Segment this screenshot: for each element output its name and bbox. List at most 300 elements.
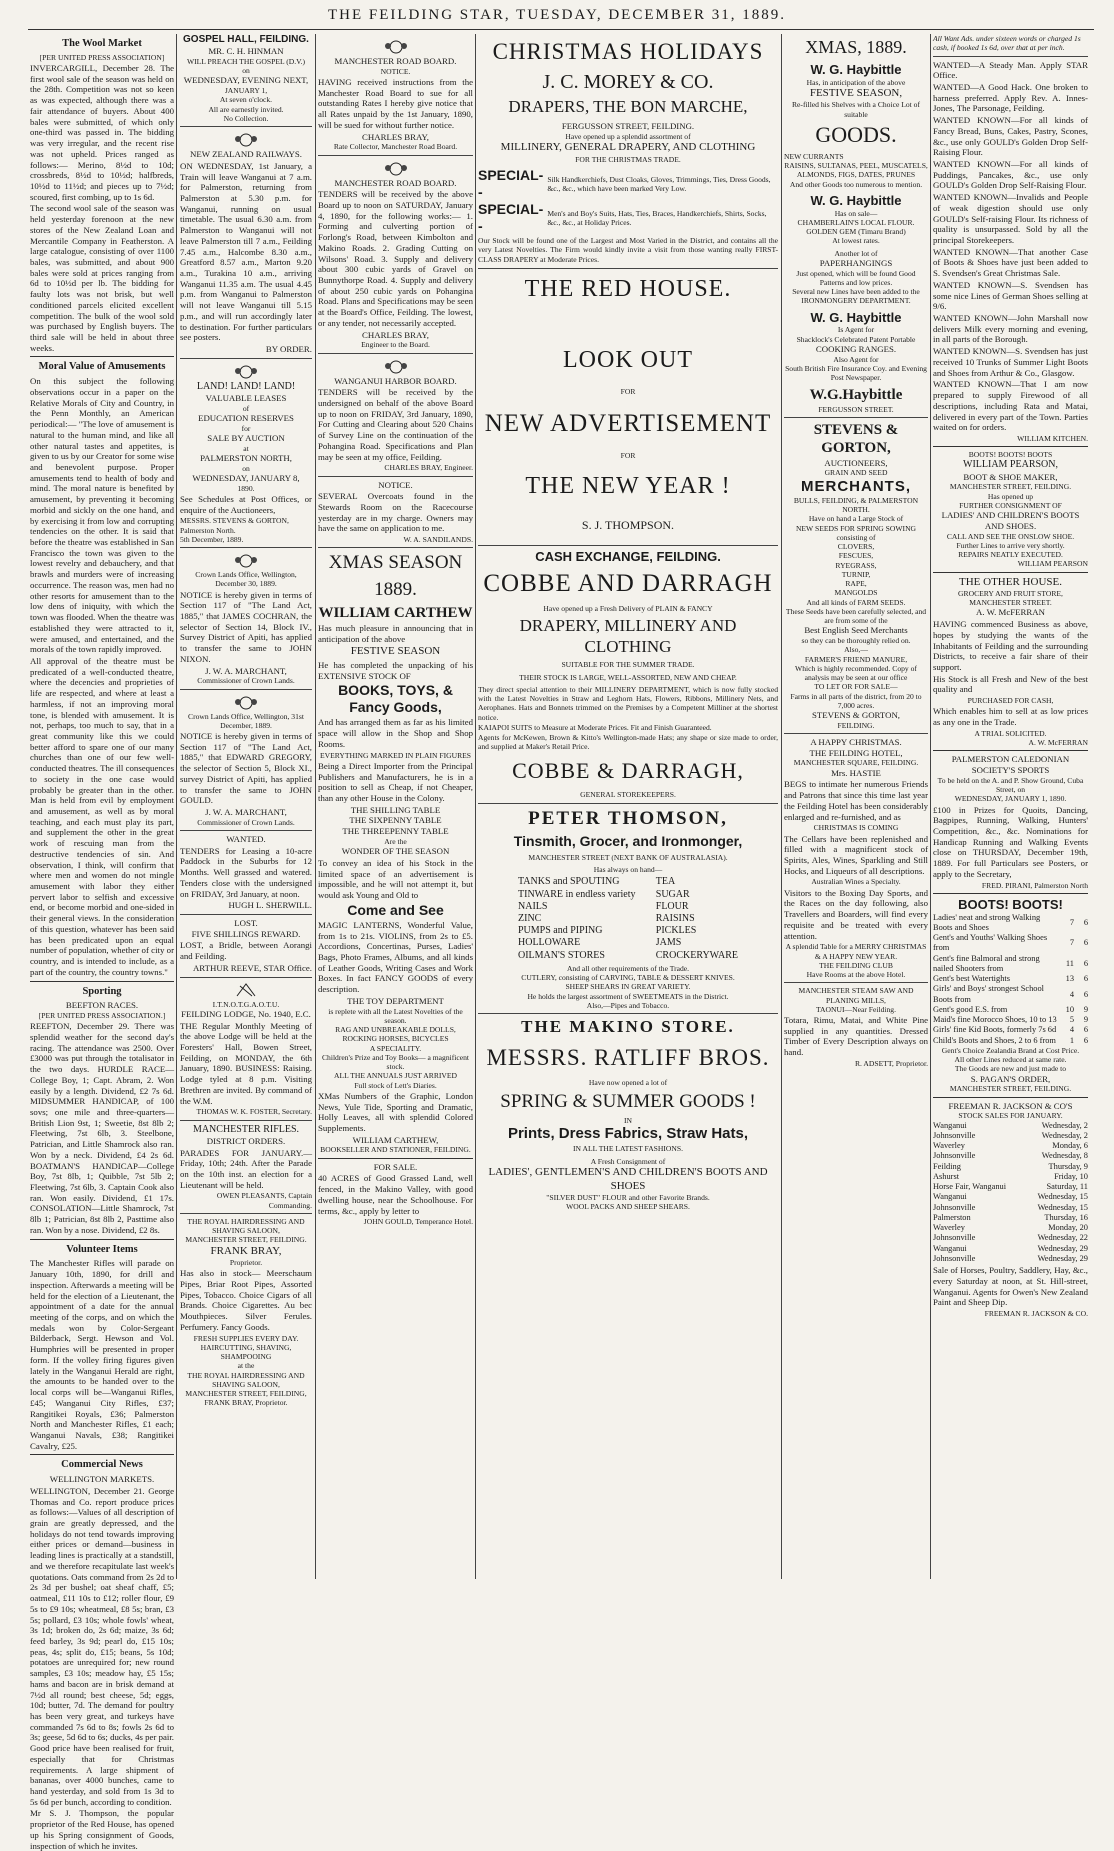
table-cell: Ladies' neat and strong Walking Boots and Shoes xyxy=(933,912,1041,932)
special-row xyxy=(478,167,778,201)
haybittle-line: GOLDEN GEM (Timaru Brand) xyxy=(806,227,906,237)
hair-at: at the xyxy=(237,1361,255,1371)
table-cell: Wednesday, 29 xyxy=(1037,1253,1088,1263)
stevens-line: AUCTIONEERS, xyxy=(824,457,888,468)
seed-list xyxy=(784,542,928,598)
cobbe-heading: COBBE & DARRAGH, xyxy=(512,757,744,783)
stevens-line: so they can be thoroughly relied on. xyxy=(801,636,911,646)
table-line: THE SHILLING TABLE xyxy=(350,804,441,815)
wonder-heading: WONDER OF THE SEASON xyxy=(341,846,450,857)
land-ad xyxy=(180,363,312,548)
for-sale-paragraph: 40 ACRES of Good Grassed Land, well fenced, in the Makino Valley, with good dwelling house, near the Schoolhouse. For terms, &c., apply by letter to xyxy=(318,1173,473,1216)
haybittle-line: Shacklock's Celebrated Patent Portable xyxy=(796,334,916,344)
thomson-line: Also,—Pipes and Tobacco. xyxy=(586,1000,670,1010)
carthew-paragraph: Being a Direct Importer from the Principal Publishers and Manufacturers, he is in a position to sell as Cheap, if not Cheaper, than any other House in the Colony. xyxy=(318,760,473,804)
mcferran-line: GROCERY AND FRUIT STORE, xyxy=(958,588,1063,598)
want-ad: WANTED KNOWN—That another Case of Boots & Shoes have just been added to S. Svendsen's Great Christmas Sale. xyxy=(933,246,1088,279)
table-cell: 9 xyxy=(1083,1015,1088,1025)
cobbe-ad xyxy=(478,549,778,803)
wanted-title: WANTED. xyxy=(226,834,266,844)
want-ad: WANTED KNOWN—That I am now prepared to supply Firewood of all descriptions, including Rata and Matai, delivered in every part of the Town. Parties waited on for orders. xyxy=(933,379,1088,433)
stevens-line: TO LET OR FOR SALE— xyxy=(814,682,898,692)
cobbe-paragraph: Agents for McKewen, Brown & Kitto's Wellington-made Hats; any shape or size made to order, and supplied at Maker's Retail Price. xyxy=(478,733,778,752)
cobbe-paragraph: KAIAPOI SUITS to Measure at Moderate Prices. Fit and Finish Guaranteed. xyxy=(478,722,712,732)
mcferran-paragraph: His Stock is all Fresh and New of the best quality and xyxy=(933,673,1088,695)
land-auctioneers: MESSRS. STEVENS & GORTON, Palmerston North. xyxy=(180,516,289,535)
table-row xyxy=(933,1254,1088,1264)
ratliff-line: IN xyxy=(623,1116,632,1126)
royal-crest-icon xyxy=(383,38,409,54)
lodge-name: FEILDING LODGE, No. 1940, E.C. xyxy=(181,1008,311,1019)
royal-crest-icon xyxy=(233,552,259,568)
sawmill-signature: R. ADSETT, Proprietor. xyxy=(854,1058,928,1068)
xmas-season-title: XMAS SEASON xyxy=(328,552,463,574)
moral-heading: Moral Value of Amusements xyxy=(38,361,166,373)
crown-paragraph: NOTICE is hereby given in terms of Section 117 of "The Land Act, 1885," that JAMES COCHRAN, the selector of Section 14, Block IV., Survey District of Apiti, has applied to transfer the same to JOHN NIXON. xyxy=(180,589,312,664)
haybittle-line: South British Fire Insurance Coy. and Evening Post Newspaper. xyxy=(785,363,927,383)
land-title: LAND! LAND! LAND! xyxy=(196,380,296,392)
special-row xyxy=(478,201,778,235)
table-cell: 4 xyxy=(1069,989,1074,999)
morey-address: FERGUSSON STREET, FEILDING. xyxy=(561,121,695,132)
list-item: FLOUR xyxy=(655,900,689,912)
column-large-ads xyxy=(478,34,778,1579)
for-label: FOR xyxy=(620,387,636,397)
table-cell: Wanganui xyxy=(933,1192,967,1202)
christmas-holidays-heading: CHRISTMAS HOLIDAYS xyxy=(492,39,764,64)
cobbe-paragraph: They direct special attention to their MILLINERY DEPARTMENT, which is now fully stocked with the Latest Novelties in Straw and Leghorn Hats, Flowers, Ribbons, Millinery Nets, and Aerophanes. Hats and Bonnets trimmed on the Premises by a Competent Milliner at the shortest notice. xyxy=(478,684,778,722)
haybittle-name: W. G. Haybittle xyxy=(810,309,902,325)
table-row xyxy=(933,1192,1088,1202)
other-house-heading: THE OTHER HOUSE. xyxy=(959,575,1062,588)
table-cell: Horse Fair, Wanganui xyxy=(933,1182,1007,1192)
table-cell: Johnsonville xyxy=(933,1202,976,1212)
carthew-name: WILLIAM CARTHEW xyxy=(318,604,473,621)
table-cell: Saturday, 11 xyxy=(1046,1182,1088,1192)
table-cell: 6 xyxy=(1083,1025,1088,1035)
table-cell: Girls' fine Kid Boots, formerly 7s 6d xyxy=(933,1025,1057,1035)
table-cell: Monday, 6 xyxy=(1052,1141,1088,1151)
goods-list-left xyxy=(518,876,635,961)
goods-heading: GOODS. xyxy=(815,121,897,147)
table-cell: 6 xyxy=(1083,974,1088,984)
table-cell: 9 xyxy=(1083,1004,1088,1014)
divider xyxy=(933,750,1088,751)
want-ads-intro: All Want Ads. under sixteen words or charged 1s cash, if booked 1s 6d, over that at per inch. xyxy=(933,34,1088,57)
list-item: HOLLOWARE xyxy=(518,937,581,949)
table-row xyxy=(933,1233,1088,1243)
list-item: PUMPS and PIPING xyxy=(518,925,603,937)
thomson-name: PETER THOMSON, xyxy=(528,807,728,829)
crown-role: Commissioner of Crown Lands. xyxy=(197,676,295,686)
hair-address: MANCHESTER STREET, FEILDING. xyxy=(185,1235,307,1245)
jackson-heading: FREEMAN R. JACKSON & CO'S xyxy=(948,1100,1073,1111)
crown-lands-ad-1 xyxy=(180,552,312,690)
divider xyxy=(933,893,1088,894)
mcferran-paragraph: Which enables him to sell at as low prices as any one in the Trade. xyxy=(933,706,1088,728)
stevens-line: Which is highly recommended. Copy of analysis may be seen at our office xyxy=(795,663,917,683)
column-wanted xyxy=(933,34,1088,1579)
fruits-line: NEW CURRANTS xyxy=(784,151,844,161)
hotel-line: CHRISTMAS IS COMING xyxy=(813,823,899,833)
notice-label: NOTICE. xyxy=(380,66,411,76)
haybittle-name: W. G. Haybittle xyxy=(810,192,902,208)
races-heading: BEEFTON RACES. xyxy=(65,1000,139,1011)
haybittle-line: Is Agent for xyxy=(837,325,875,335)
crown-lands-ad-2 xyxy=(180,694,312,832)
divider xyxy=(30,1454,174,1455)
hair-services: HAIRCUTTING, SHAVING, SHAMPOOING xyxy=(200,1342,292,1362)
land-line: SALE BY AUCTION xyxy=(207,432,285,443)
table-cell: Palmerston xyxy=(933,1212,971,1222)
table-row xyxy=(933,1025,1088,1035)
stevens-line: FEILDING. xyxy=(837,720,875,730)
morey-paragraph: Our Stock will be found one of the Largest and Most Varied in the District, and contains all the very Latest Novelties. The Firm would kindly invite a visit from those wanting really FIRST-CLASS DRAPERY at Moderate Prices. xyxy=(478,236,778,264)
lodge-ad xyxy=(180,982,312,1121)
pagan-address: MANCHESTER STREET, FEILDING. xyxy=(949,1084,1072,1094)
table-cell: Feilding xyxy=(933,1161,961,1171)
land-date: 5th December, 1889. xyxy=(180,534,244,544)
ratliff-line: IN ALL THE LATEST FASHIONS. xyxy=(572,1143,684,1153)
makino-ad xyxy=(478,1017,778,1212)
spring-heading: SPRING & SUMMER GOODS ! xyxy=(500,1091,756,1113)
gospel-line: on xyxy=(242,66,250,76)
mcferran-line: MANCHESTER STREET. xyxy=(969,598,1052,608)
column-news xyxy=(30,34,174,1851)
column-rule xyxy=(781,34,782,1579)
pearson-ad xyxy=(933,450,1088,568)
table-cell: Wanganui xyxy=(933,1243,967,1253)
paperhangings-heading: PAPERHANGINGS xyxy=(819,257,893,268)
crown-office: Crown Lands Office, Wellington, December 30, 1889. xyxy=(195,570,297,589)
lost-reward: FIVE SHILLINGS REWARD. xyxy=(191,928,301,939)
stevens-line: Also,— xyxy=(844,645,868,655)
morey-name: J. C. MOREY & CO. xyxy=(542,71,714,94)
road-board-paragraph: HAVING received instructions from the Manchester Road Board to sue for all outstanding Rates I hereby give notice that all Rates unpaid by the 1st January, 1890, will be sued for without further notice. xyxy=(318,76,473,130)
divider xyxy=(933,446,1088,447)
hair-fresh: FRESH SUPPLIES EVERY DAY. xyxy=(193,1333,299,1343)
table-row xyxy=(933,1223,1088,1233)
land-line: of xyxy=(242,403,250,413)
divider xyxy=(30,1239,174,1240)
wanted-signature: HUGH L. SHERWILL. xyxy=(228,900,312,911)
pearson-line: REPAIRS NEATLY EXECUTED. xyxy=(958,550,1063,560)
table-row xyxy=(933,1131,1088,1141)
table-cell: Ashurst xyxy=(933,1171,960,1181)
land-line: EDUCATION RESERVES xyxy=(198,412,294,423)
for-sale-title: FOR SALE. xyxy=(373,1161,418,1172)
hair-signature: FRANK BRAY, Proprietor. xyxy=(204,1398,288,1408)
land-line: for xyxy=(241,423,251,433)
road-board-signature: CHARLES BRAY, xyxy=(362,131,429,142)
harbor-paragraph: TENDERS will be received by the undersigned on behalf of the above Board up to noon on FRIDAY, 3rd January, 1890, For Cutting and Clearing about 520 Chains of Survey Line on the continuation of the Pohangina Road. Specifications and Plan may be seen at my office, Feilding. xyxy=(318,387,473,462)
wanted-ad xyxy=(180,834,312,915)
mcferran-line: PURCHASED FOR CASH, xyxy=(967,696,1054,706)
table-cell: 5 xyxy=(1069,1015,1074,1025)
rifles-subtitle: DISTRICT ORDERS. xyxy=(206,1135,286,1146)
road-board-notice xyxy=(318,38,473,156)
haybittle-line: And other Goods too numerous to mention. xyxy=(789,179,923,189)
table-line: THE THREEPENNY TABLE xyxy=(342,826,449,837)
caledonian-ad xyxy=(933,754,1088,889)
gospel-time: At seven o'clock. xyxy=(219,95,273,105)
special-text: Silk Handkerchiefs, Dust Cloaks, Gloves, Trimmings, Ties, Dress Goods, &c., &c., which have been marked Very Low. xyxy=(547,174,771,193)
column-rule xyxy=(930,34,931,1579)
want-ad: WANTED—A Steady Man. Apply STAR Office. xyxy=(933,59,1088,81)
lost-signature: ARTHUR REEVE, STAR Office. xyxy=(192,962,312,973)
road-board-title: MANCHESTER ROAD BOARD. xyxy=(334,56,457,66)
divider xyxy=(933,1097,1088,1098)
stevens-line: FARMER'S FRIEND MANURE, xyxy=(804,654,908,664)
cobbe-line: SUITABLE FOR THE SUMMER TRADE. xyxy=(561,660,695,670)
list-item: RAISINS xyxy=(655,913,695,924)
list-item: FESCUES, xyxy=(838,551,874,561)
masonic-emblem-icon xyxy=(233,982,259,998)
table-cell: Maid's fine Morocco Shoes, 10 to 13 xyxy=(933,1015,1057,1025)
mcferran-signature: A. W. McFERRAN xyxy=(1028,738,1088,748)
road-board-paragraph: TENDERS will be received by the above Board up to noon on SATURDAY, January 4, 1890, for the following works:— 1. Forming and culverting portion of Forlong's Road, between Kimbolton and Makino Roads. 2. Grading Cutting on Wilsons' Road. 3. Supply and delivery about 300 cubic yards of Gravel on Bunnythorpe Road. 4. Supply and delivery of about 250 cubic yards on Pohangina Road. Plans and Specifications may be seen at the Board's Office, Feilding. The lowest, or any tender, not necessarily accepted. xyxy=(318,189,473,328)
pagan-name: S. PAGAN'S ORDER, xyxy=(970,1073,1051,1084)
want-ad: WANTED KNOWN—For all kinds of Puddings, Pancakes, &c., use only GOULD's Golden Drop Self-Raising Flour. xyxy=(933,158,1088,191)
land-line: 1890. xyxy=(237,483,255,493)
lost-paragraph: LOST, a Bridle, between Aorangi and Feilding. xyxy=(180,940,312,962)
railways-paragraph: ON WEDNESDAY, 1st January, a Train will leave Wanganui at 7 a.m. for Palmerston, returning from Palmerston at 5.30 p.m. for Wanganui, running on usual timetable. The usual 6.30 a.m. from Palmerston to Wanganui will not leave Palmerston till 7 a.m., Feilding 7.45 a.m., Halcombe 8.30 a.m., Greatford 8.57 a.m., Marton 9.20 a.m., Turakina 10 a.m., arriving Wanganui 11.35 a.m. The usual 4.45 p.m. from Wanganui to Palmerston will not leave Wanganui till 5.15 p.m., and will run accordingly later to destination. For further particulars see posters. xyxy=(180,160,312,343)
list-item: CLOVERS, xyxy=(837,542,875,552)
hotel-paragraph: The Cellars have been replenished and filled with a magnificent stock of Spirits, Ales, Wines, Sparkling and Still Hocks, and Liqueurs of all descriptions. xyxy=(784,833,928,876)
list-item: MANGOLDS xyxy=(834,588,878,598)
road-board-signature: CHARLES BRAY, xyxy=(362,329,429,340)
stock-sales-table xyxy=(933,1121,1088,1265)
best-seed-line: Best English Seed Merchants xyxy=(804,625,908,636)
table-cell: Johnsonville xyxy=(933,1233,976,1243)
hotel-paragraph: Visitors to the Boxing Day Sports, and the Races on the day following, also Travellers and Boarders, will find every requisite and be treated with every attention. xyxy=(784,887,928,941)
want-ad: WANTED KNOWN—Invalids and People of weak digestion should use only GOULD's Self-raising Flour. Its richness of quality is unsurpassed. Sold by all the principal Storekeepers. xyxy=(933,192,1088,245)
table-cell: 6 xyxy=(1083,989,1088,999)
goods-list-right xyxy=(656,876,738,961)
new-year-heading: THE NEW YEAR ! xyxy=(525,473,731,500)
harbor-signature: CHARLES BRAY, Engineer. xyxy=(384,463,473,473)
table-cell: Johnsonville xyxy=(933,1253,976,1263)
ratliff-line: "SILVER DUST" FLOUR and other Favorite Brands. xyxy=(546,1193,710,1203)
table-cell: 7 xyxy=(1069,917,1074,927)
land-paragraph: See Schedules at Post Offices, or enquire of the Auctioneers, xyxy=(180,493,312,515)
hotel-name: THE FEILDING HOTEL, xyxy=(809,747,903,758)
table-cell: 10 xyxy=(1065,1004,1074,1014)
list-item: TURNIP, xyxy=(841,569,871,579)
sporting-heading: Sporting xyxy=(82,985,122,997)
hairdressing-ad xyxy=(180,1217,312,1408)
table-cell: 6 xyxy=(1083,917,1088,927)
pearson-address: MANCHESTER STREET, FEILDING. xyxy=(949,482,1072,492)
table-cell: Wednesday, 15 xyxy=(1037,1202,1088,1212)
stevens-line: GRAIN AND SEED xyxy=(824,468,888,478)
races-paragraph: REEFTON, December 29. There was splendid weather for the second day's racing. The attendance was 2500. Over £3000 was put through the totalisator in the two days. HURDLE RACE—College Boy, 1; Capt. Abram, 2. Won easily by a length. Dividend, £2 7s 6d. MIDSUMMER HANDICAP, of 100 sovs; one mile and three-quarters—British Lion 9st, 1; Sweetie, 8st 8lb 2; Fleetwing, 7st 6lb, 3. Steelbone, Patrician, and Little Shamrock also ran. Won by a neck. Dividend, £4 2s 6d. BOATMAN'S HANDICAP—College Boy, 7st 8lb, 1; Quibble, 7st 5lb 2; Fleetwing, 7st 6lb, 3. Captain Cook also ran. Won easily. Dividend, £1 17s. CONSOLATION—Little Shamrock, 7st 8lb 1; Patrician, 8st 8lb 2, Pasttime also ran. Won by a nose. Dividend, £2 8s. xyxy=(30,1021,174,1235)
ratliff-heading: MESSRS. RATLIFF BROS. xyxy=(486,1044,770,1070)
list-item: RYEGRASS, xyxy=(835,560,877,570)
road-board-role: Engineer to the Board. xyxy=(361,340,430,350)
royal-crest-icon xyxy=(383,358,409,374)
masthead: THE FEILDING STAR, TUESDAY, DECEMBER 31, 1889. xyxy=(0,0,1114,32)
gospel-name: MR. C. H. HINMAN xyxy=(208,46,284,57)
carthew-signature: WILLIAM CARTHEW, xyxy=(352,1134,439,1145)
haybittle-line: Has on sale— xyxy=(834,208,878,218)
rifles-ad xyxy=(180,1124,312,1214)
thomson-line: SHEEP SHEARS IN GREAT VARIETY. xyxy=(565,982,691,992)
morey-line: Have opened up a splendid assortment of xyxy=(565,131,691,141)
happy-christmas-heading: A HAPPY CHRISTMAS. xyxy=(810,737,902,748)
for-sale-signature: JOHN GOULD, Temperance Hotel. xyxy=(363,1217,473,1227)
haybittle-ad xyxy=(784,37,928,418)
gospel-day: WEDNESDAY, EVENING NEXT, xyxy=(183,75,309,86)
come-see-heading: Come and See xyxy=(347,901,444,918)
lost-title: LOST. xyxy=(234,918,258,929)
stevens-heading: STEVENS & GORTON, xyxy=(813,422,899,457)
gospel-line: WILL PREACH THE GOSPEL (D.V.) xyxy=(186,56,306,66)
caledonian-paragraph: £100 in Prizes for Quoits, Dancing, Bagpipes, Running, Walking, Hunters' Competition, &c., &c. Nominations for Handicap Running and Walking Events close on THURSDAY, December 19th, 1889. For full Particulars see Posters, or apply to the Secretary, xyxy=(933,804,1088,879)
table-row xyxy=(933,1182,1088,1192)
for-label: FOR xyxy=(620,451,636,461)
goods-list xyxy=(478,874,778,963)
caledonian-heading: PALMERSTON CALEDONIAN SOCIETY'S SPORTS xyxy=(951,754,1070,776)
pearson-line: Has opened up xyxy=(987,491,1034,501)
stevens-line: Farms in all parts of the district, from 20 to 7,000 acres. xyxy=(790,691,922,710)
stevens-line: And all kinds of FARM SEEDS. xyxy=(806,597,906,607)
xmas-season-year: 1889. xyxy=(374,578,417,600)
railways-title: NEW ZEALAND RAILWAYS. xyxy=(190,149,302,160)
markets-heading: WELLINGTON MARKETS. xyxy=(49,1474,155,1485)
table-cell: Johnsonville xyxy=(933,1130,976,1140)
column-haybittle xyxy=(784,34,928,1579)
cobbe-line: Have opened up a Fresh Delivery of PLAIN & FANCY xyxy=(543,603,713,613)
carthew-paragraph: And has arranged them as far as his limited space will allow in the Shop and Shop Rooms. xyxy=(318,717,473,749)
table-line: Are the xyxy=(384,836,407,846)
table-line: THE SIXPENNY TABLE xyxy=(349,815,442,826)
commercial-paragraph: WELLINGTON, December 21. George Thomas and Co. report produce prices as follows:—Values of all description of grain are greatly depressed, and the holidays do not tend towards improving either prices or demand—business in leading lines is practically at a standstill, and we therefore recapitulate last week's quotations. Oats command from 2s 2d to 2s 3d per bushel; oat sheaf chaff, £5; oatmeal, £11 10s to £12; roller flour, £9 5s to £9 10s; wheatmeal, £8 5s; bran, £3 5s; pollard, £3 10s; whole fowls' wheat, 3s 1d; broken do, 2s 6d; maize, 3s 6d; feed barley, 3s 9d; pearl do, £15 10s; peas, 4s; split do, £15; beans, 5s 10d; potatoes are unrequired for; new round samples, £3 10s; meadow hay, £5 15s; hams and bacon are in brisk demand at 7½d all round; best cheese, 5d; eggs, 10d; butter, 7d. The demand for poultry has been very great, and turkeys have commanded 7s 6d to 8s; fowls 2s 6d to 3s; geese, 5d 6d to 6s; ducks, 4s per pair. Good price have been realised for fruit, especially that for Christmas requirements. A large shipment of bananas, over 4000 bunches, came to hand yesterday, and sold from 1s 3d to 5s 6d per bunch, according to condition. xyxy=(30,1485,174,1807)
hotel-line: THE FEILDING CLUB xyxy=(819,960,893,970)
haybittle-name: W. G. Haybittle xyxy=(810,61,902,77)
list-item: TEA xyxy=(655,876,676,888)
overcoats-notice xyxy=(318,480,473,549)
sawmill-paragraph: Totara, Rimu, Matai, and White Pine supplied in any quantities. Dressed Timber of Every Description always on hand. xyxy=(784,1015,928,1058)
hair-title: THE ROYAL HAIRDRESSING AND SHAVING SALOON, xyxy=(187,1370,305,1389)
table-row xyxy=(933,1203,1088,1213)
table-cell: Wanganui xyxy=(933,1120,967,1130)
land-line: WEDNESDAY, JANUARY 8, xyxy=(192,472,300,483)
crown-paragraph: NOTICE is hereby given in terms of Section 117 of "The Land Act, 1885," that EDWARD GREGORY, the selector of Section 5, Block XI., survey District of Apiti, has applied to transfer the same to JOHN GOULD. xyxy=(180,731,312,806)
list-item: PICKLES xyxy=(655,925,697,937)
prints-heading: Prints, Dress Fabrics, Straw Hats, xyxy=(507,1125,749,1143)
special-label: SPECIAL-- xyxy=(478,200,544,235)
haybittle-line: At lowest rates. xyxy=(832,236,880,246)
list-item: TINWARE in endless variety xyxy=(518,888,636,900)
stevens-line: Have on hand a Large Stock of xyxy=(808,514,904,524)
haybittle-name: W.G.Haybittle xyxy=(809,387,903,404)
ranges-heading: COOKING RANGES. xyxy=(815,343,897,354)
pearson-line: CALL AND SEE THE ONSLOW SHOE. xyxy=(946,531,1075,541)
fancy-heading: Fancy Goods, xyxy=(349,699,442,716)
carthew-role: BOOKSELLER AND STATIONER, FEILDING. xyxy=(320,1145,471,1155)
pearson-signature: WILLIAM PEARSON xyxy=(1017,559,1088,569)
table-cell: Gent's good E.S. from xyxy=(933,1004,1008,1014)
notice-title: NOTICE. xyxy=(378,479,413,490)
table-cell: 7 xyxy=(1069,938,1074,948)
commercial-heading: Commercial News xyxy=(61,1459,143,1471)
haybittle-line: Has, in anticipation of the above xyxy=(806,77,906,87)
table-cell: Johnsonville xyxy=(933,1151,976,1161)
table-row xyxy=(933,1121,1088,1131)
table-cell: Wednesday, 8 xyxy=(1041,1151,1088,1161)
ratliff-line: A Fresh Consignment of xyxy=(590,1157,666,1166)
hair-name: FRANK BRAY, xyxy=(210,1244,282,1257)
morey-line: FOR THE CHRISTMAS TRADE. xyxy=(575,154,681,164)
hotel-line: A splendid Table for a MERRY CHRISTMAS & A HAPPY NEW YEAR. xyxy=(785,942,927,961)
jackson-subheading: STOCK SALES FOR JANUARY. xyxy=(958,1111,1063,1121)
gospel-ad xyxy=(180,34,312,127)
mcferran-paragraph: HAVING commenced Business as above, hopes by studying the wants of the Inhabitants of Feilding and the surrounding Districts, to receive a fair share of their support. xyxy=(933,619,1088,673)
divider xyxy=(30,356,174,357)
table-cell: Thursday, 9 xyxy=(1048,1161,1088,1171)
hair-paragraph: Has also in stock— Meerschaum Pipes, Briar Root Pipes, Assorted Pipes, Tobacco. Choice Cigars of all Brands. Choice Cigarettes. Au bec Mouthpieces. Silver Ferules. Perfumery. Fancy Goods. xyxy=(180,1268,312,1332)
boots-heading: LADIES', GENTLEMEN'S AND CHILDREN'S BOOTS AND SHOES xyxy=(488,1166,768,1192)
drapery-heading: DRAPERY, MILLINERY AND CLOTHING xyxy=(519,615,737,656)
railways-signature: BY ORDER. xyxy=(265,344,312,355)
list-item: RAPE, xyxy=(845,579,867,589)
list-item: SUGAR xyxy=(655,888,690,900)
hair-proprietor: Proprietor. xyxy=(229,1258,263,1268)
haybittle-line: Re-filled his Shelves with a Choice Lot of suitable xyxy=(791,100,920,119)
crown-signature: J. W. A. MARCHANT, xyxy=(205,807,287,818)
list-item: ZINC xyxy=(518,913,542,924)
boots-heading: BOOTS! BOOTS! xyxy=(958,896,1063,912)
special-label: SPECIAL-- xyxy=(478,166,544,200)
moral-paragraph: On this subject the following observations occur in a paper on the Relative Morals of City and Country, in the Penn Monthly, an American periodical:— "The love of amusement is natural to the human mind, and like all other natural tastes and appetites, is given to us by our Creator for some wise and benevolent purpose. Proper amusements tend to health of body and mind. The moral nature is benefited by amusement, by preventing it becoming morbid and sickly on the one hand, and by exercising it from low and corrupting tendencies on the other. It is said that before the theatre was established in San Francisco the town was given to the lowest revelry and debauchery, and that brawls and murders were of increasing occurrence. The reason was, men had no other resorts for amusement than to the low dens of iniquity, with which the town was flooded. When the theatre was established they were attracted to it, were amused, and entertained, and the morals of the town rapidly improved. xyxy=(30,376,174,655)
books-heading: BOOKS, TOYS, & xyxy=(338,682,453,699)
table-row xyxy=(933,933,1088,954)
sawmill-heading: MANCHESTER STEAM SAW AND PLANING MILLS, xyxy=(798,986,914,1005)
mcferran-line: A TRIAL SOLICITED. xyxy=(974,728,1047,738)
gospel-line: No Collection. xyxy=(223,113,269,123)
merchants-heading: MERCHANTS, xyxy=(801,477,911,495)
caledonian-date: WEDNESDAY, JANUARY 1, 1890. xyxy=(954,794,1067,804)
hotel-line: Have Rooms at the above Hotel. xyxy=(806,970,906,980)
royal-crest-icon xyxy=(233,131,259,147)
lodge-title: I.T.N.O.T.G.A.O.T.U. xyxy=(212,999,280,1009)
special-text: Men's and Boy's Suits, Hats, Ties, Braces, Handkerchiefs, Shirts, Socks, &c., &c., at Holiday Prices. xyxy=(547,208,767,228)
list-item: TANKS and SPOUTING xyxy=(518,876,620,888)
boots-price-table xyxy=(933,913,1088,1046)
list-item: CROCKERYWARE xyxy=(655,949,738,961)
haybittle-line: CHAMBERLAIN'S LOCAL FLOUR. xyxy=(797,217,915,227)
plain-figures: EVERYTHING MARKED IN PLAIN FIGURES xyxy=(319,750,472,760)
table-row xyxy=(933,1162,1088,1172)
source-line: [PER UNITED PRESS ASSOCIATION.] xyxy=(38,1011,166,1021)
caledonian-line: To be held on the A. and P. Show Ground, Cuba Street, on xyxy=(937,775,1084,795)
cobbe-line: GENERAL STOREKEEPERS. xyxy=(580,790,676,800)
table-cell: Gent's fine Balmoral and strong nailed Shooters from xyxy=(933,953,1040,973)
gospel-date: JANUARY 1, xyxy=(224,86,268,96)
column-rule xyxy=(315,34,316,1579)
notice-paragraph: SEVERAL Overcoats found in the Stewards Room on the Racecourse yesterday are in my charge. Owners may have the same on application to me. xyxy=(318,491,473,534)
crown-office: Crown Lands Office, Wellington, 31st December, 1889. xyxy=(188,711,304,730)
table-cell: Waverley xyxy=(933,1223,965,1233)
table-cell: Friday, 10 xyxy=(1054,1171,1088,1181)
stevens-line: NEW SEEDS FOR SPRING SOWING xyxy=(795,523,917,533)
rifles-paragraph: PARADES FOR JANUARY.—Friday, 10th; 24th. After the Parade on the 10th inst. an election for a Lieutenant will be held. xyxy=(180,1147,312,1190)
festive-heading: FESTIVE SEASON xyxy=(350,645,441,658)
festive-heading: FESTIVE SEASON, xyxy=(809,87,903,100)
makino-heading: THE MAKINO STORE. xyxy=(521,1017,735,1036)
cobbe-line: THEIR STOCK IS LARGE, WELL-ASSORTED, NEW AND CHEAP. xyxy=(519,672,737,682)
